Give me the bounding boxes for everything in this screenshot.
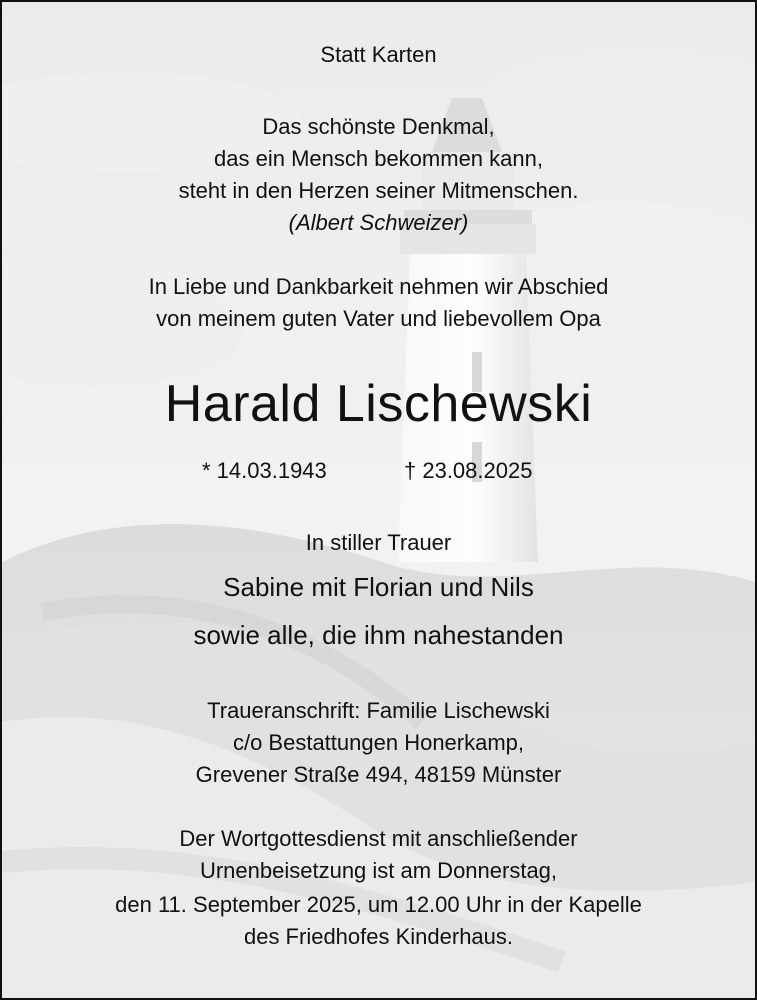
birth-date: * 14.03.1943	[202, 458, 327, 483]
farewell-line-1: In Liebe und Dankbarkeit nehmen wir Abschied	[148, 274, 609, 299]
mourners-intro: In stiller Trauer	[305, 530, 452, 555]
farewell-line-2: von meinem guten Vater und liebevollem Opa	[156, 306, 601, 331]
death-date: † 23.08.2025	[404, 458, 533, 483]
address-line-1: Traueranschrift: Familie Lischewski	[207, 698, 550, 723]
address-line-3: Grevener Straße 494, 48159 Münster	[195, 762, 562, 787]
address-line-2: c/o Bestattungen Honerkamp,	[232, 730, 525, 755]
deceased-name: Harald Lischewski	[164, 375, 593, 433]
quote-author: (Albert Schweizer)	[288, 210, 469, 235]
life-dates	[2, 458, 755, 486]
quote-line-1: Das schönste Denkmal,	[262, 114, 495, 139]
service-line-3: den 11. September 2025, um 12.00 Uhr in der Kapelle	[115, 892, 642, 917]
statt-karten: Statt Karten	[320, 42, 437, 67]
service-line-4: des Friedhofes Kinderhaus.	[243, 924, 514, 949]
mourners-line-1: Sabine mit Florian und Nils	[223, 572, 534, 602]
quote-line-3: steht in den Herzen seiner Mitmenschen.	[178, 178, 579, 203]
service-line-1: Der Wortgottesdienst mit anschließender	[179, 826, 578, 851]
quote-line-2: das ein Mensch bekommen kann,	[214, 146, 543, 171]
obituary-text	[2, 2, 755, 998]
mourners-line-2: sowie alle, die ihm nahestanden	[193, 620, 564, 650]
service-line-2: Urnenbeisetzung ist am Donnerstag,	[199, 858, 558, 883]
